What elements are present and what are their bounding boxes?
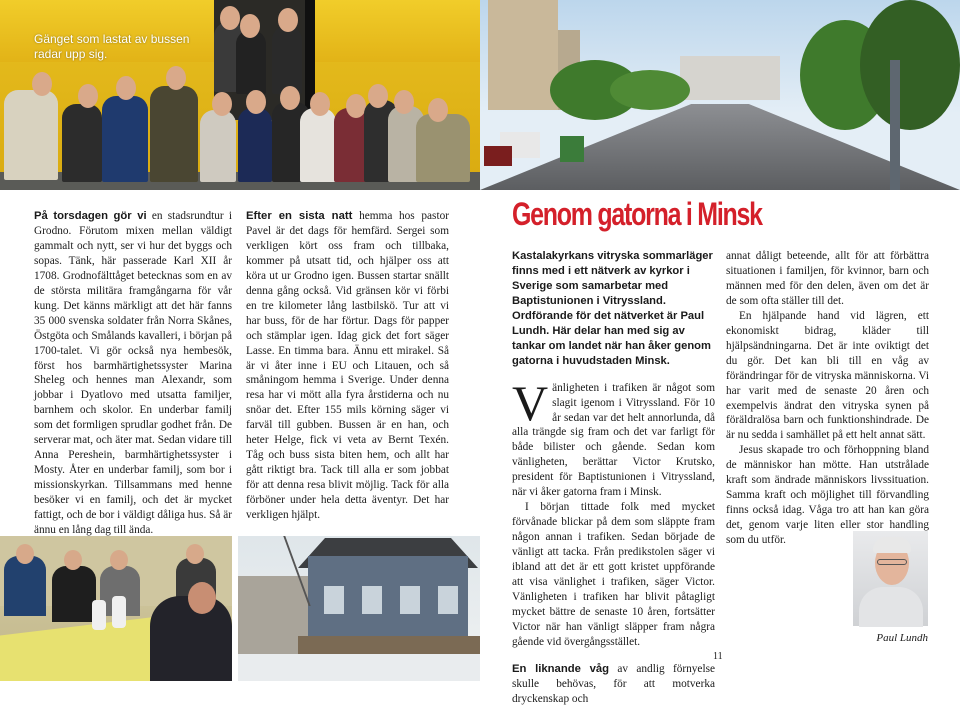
paragraph-1: änligheten i trafiken är något som slagit igenom i Vitryssland. För 10 år sedan var det helt annorlunda, då alla trängde sig fram och det var farligt för både bilister och gående. Sedan kom vänligheten, berättar Victor Krutsko, president för Baptistunionen i Vitryssland, när vi åker gatorna fram i Minsk. [512, 381, 715, 499]
paragraph-3: av andlig förnyelse skulle behövas, för att motverka dryckenskap och [512, 662, 715, 705]
paragraph-3-lead: En liknande våg [512, 662, 610, 675]
text-column-4 [726, 249, 929, 548]
paragraph-body-col1: en stadsrundtur i Grodno. Förutom mixen mellan väldigt gammalt och nytt, ser vi hur det byggs och sopas. Tänk, här passerade Karl XII år 1708. Grodnofälttåget betecknas som en av de största militära framgångarna för vår kung. Det känns märkligt att det här fanns 35 000 svenska soldater från Norra Skånes, Östgöta och Smålands kavalleri, i början på 1700-talet. Vi gör också nya hembesök, först hos barmhärtighetssyster Marina Sheleg och hennes man Alexandr, som jobbar i Dyatlovo med utsatta familjer, barnhem och skolor. En underbar familj som det formligen sprudlar godhet från. De serverar mat, och äter mat. Sedan vidare till Anna Pereshein, barmhärtighetssyster i Mosty. Åter en underbar familj, som bor i missionskyrkan. Tillsammans med henne besöker vi en familj, och det är mycket fattigt, och de bor i väldigt dåliga hus. Så är ännu en lång dag till ända. [34, 210, 232, 537]
paragraph-body-col2: hemma hos pastor Pavel är det dags för hemfärd. Sergei som verkligen kört oss fram och tillbaka, kommer på utsatt tid, och hjälper oss att köra ut ur Grodno igen. Bussen startar snällt denna gång också. Vid gränsen kör vi förbi en tre kilometer lång lastbilskö. Tur att vi har buss, för de har förtur. Dags för papper och stämplar igen. Idag gick det fort säger Lasse. En timma bara. Ännu ett mirakel. Så är vi åter inne i EU och Litauen, och så småningom hemma i Sverige. Under denna resa har vi mött alla fyra årstiderna och nu snöar det. Efter 155 mils körning säger vi farväl till gubben. Bussen är en han, och heter Helge, fick vi veta av Bernt Texén. Tåg och buss sista biten hem, och allt har gått riktigt bra. Tack till alla er som jobbat för att denna resa blivit möjlig. Tack för alla förböner under hela detta äventyr. Det har verkligen hjälpt. [246, 210, 450, 522]
paragraph-5: En hjälpande hand vid lägren, ett ekonomiskt bidrag, kläder till hjälpsändningarna. Det är inte oviktigt det du gör. Det kan bli till en våg av förändringar för de vitryska människorna. Vi har varit med de senaste 20 åren och exempelvis ändrat den vitryska synen på föräldralösa barn och funktionshindrade. De är nu sedda i samhället på ett helt annat sätt. [726, 309, 929, 442]
photo-wooden-house [238, 536, 480, 681]
photo-caption-bus: Gänget som lastat av bussen radar upp sig. [34, 32, 190, 61]
photo-bus-group [0, 0, 480, 190]
paragraph-4: annat dåligt beteende, allt för att förbättra situationen i familjen, för kvinnor, barn och männen med för den delen, även om det är de som ofta ställer till det. [726, 250, 929, 307]
photo-minsk-avenue [480, 0, 960, 190]
text-column-2 [246, 209, 449, 566]
portrait-caption: Paul Lundh [876, 632, 928, 644]
paragraph-lead-col2: Efter en sista natt [246, 210, 353, 222]
page-number: 11 [713, 651, 723, 662]
text-column-1 [34, 209, 232, 538]
drop-cap: V [512, 374, 549, 431]
article-headline: Genom gatorna i Minsk [512, 196, 762, 232]
photo-portrait-paul-lundh [853, 531, 928, 626]
paragraph-lead-col1: På torsdagen gör vi [34, 210, 147, 222]
photo-dinner-table [0, 536, 232, 681]
paragraph-2: I början tittade folk med mycket förvånade blickar på dem som släppte fram någon annan i trafiken. Sedan började de vänligt att tacka. Från predikstolen säger vi ibland att det är ett gott kristet uppförande att visa vänlighet i trafiken, säger Victor. Vänligheten i trafiken har blivit påtagligt mycket bättre de senaste 10 åren, fortsätter Victor när han vänligt släpper fram några gående vid övergångsstället. [512, 501, 715, 648]
paragraph-6: Jesus skapade tro och förhoppning bland de människor han mötte. Han utstrålade kraft som ändrade människors livssituation. Samma kraft och möjlighet till förvandling finns också idag. Våga tro att han kan göra det, genom varje liten eller stor handling som du utför. [726, 444, 929, 547]
text-column-3 [512, 249, 715, 707]
article-ingress: Kastalakyrkans vitryska sommarläger finns med i ett nätverk av kyrkor i Sverige som samarbetar med Baptistunionen i Vitryssland. Ordförande för det nätverket är Paul Lundh. Här delar han med sig av tankar om landet när han åker genom gatorna i huvudstaden Minsk. [512, 250, 713, 367]
